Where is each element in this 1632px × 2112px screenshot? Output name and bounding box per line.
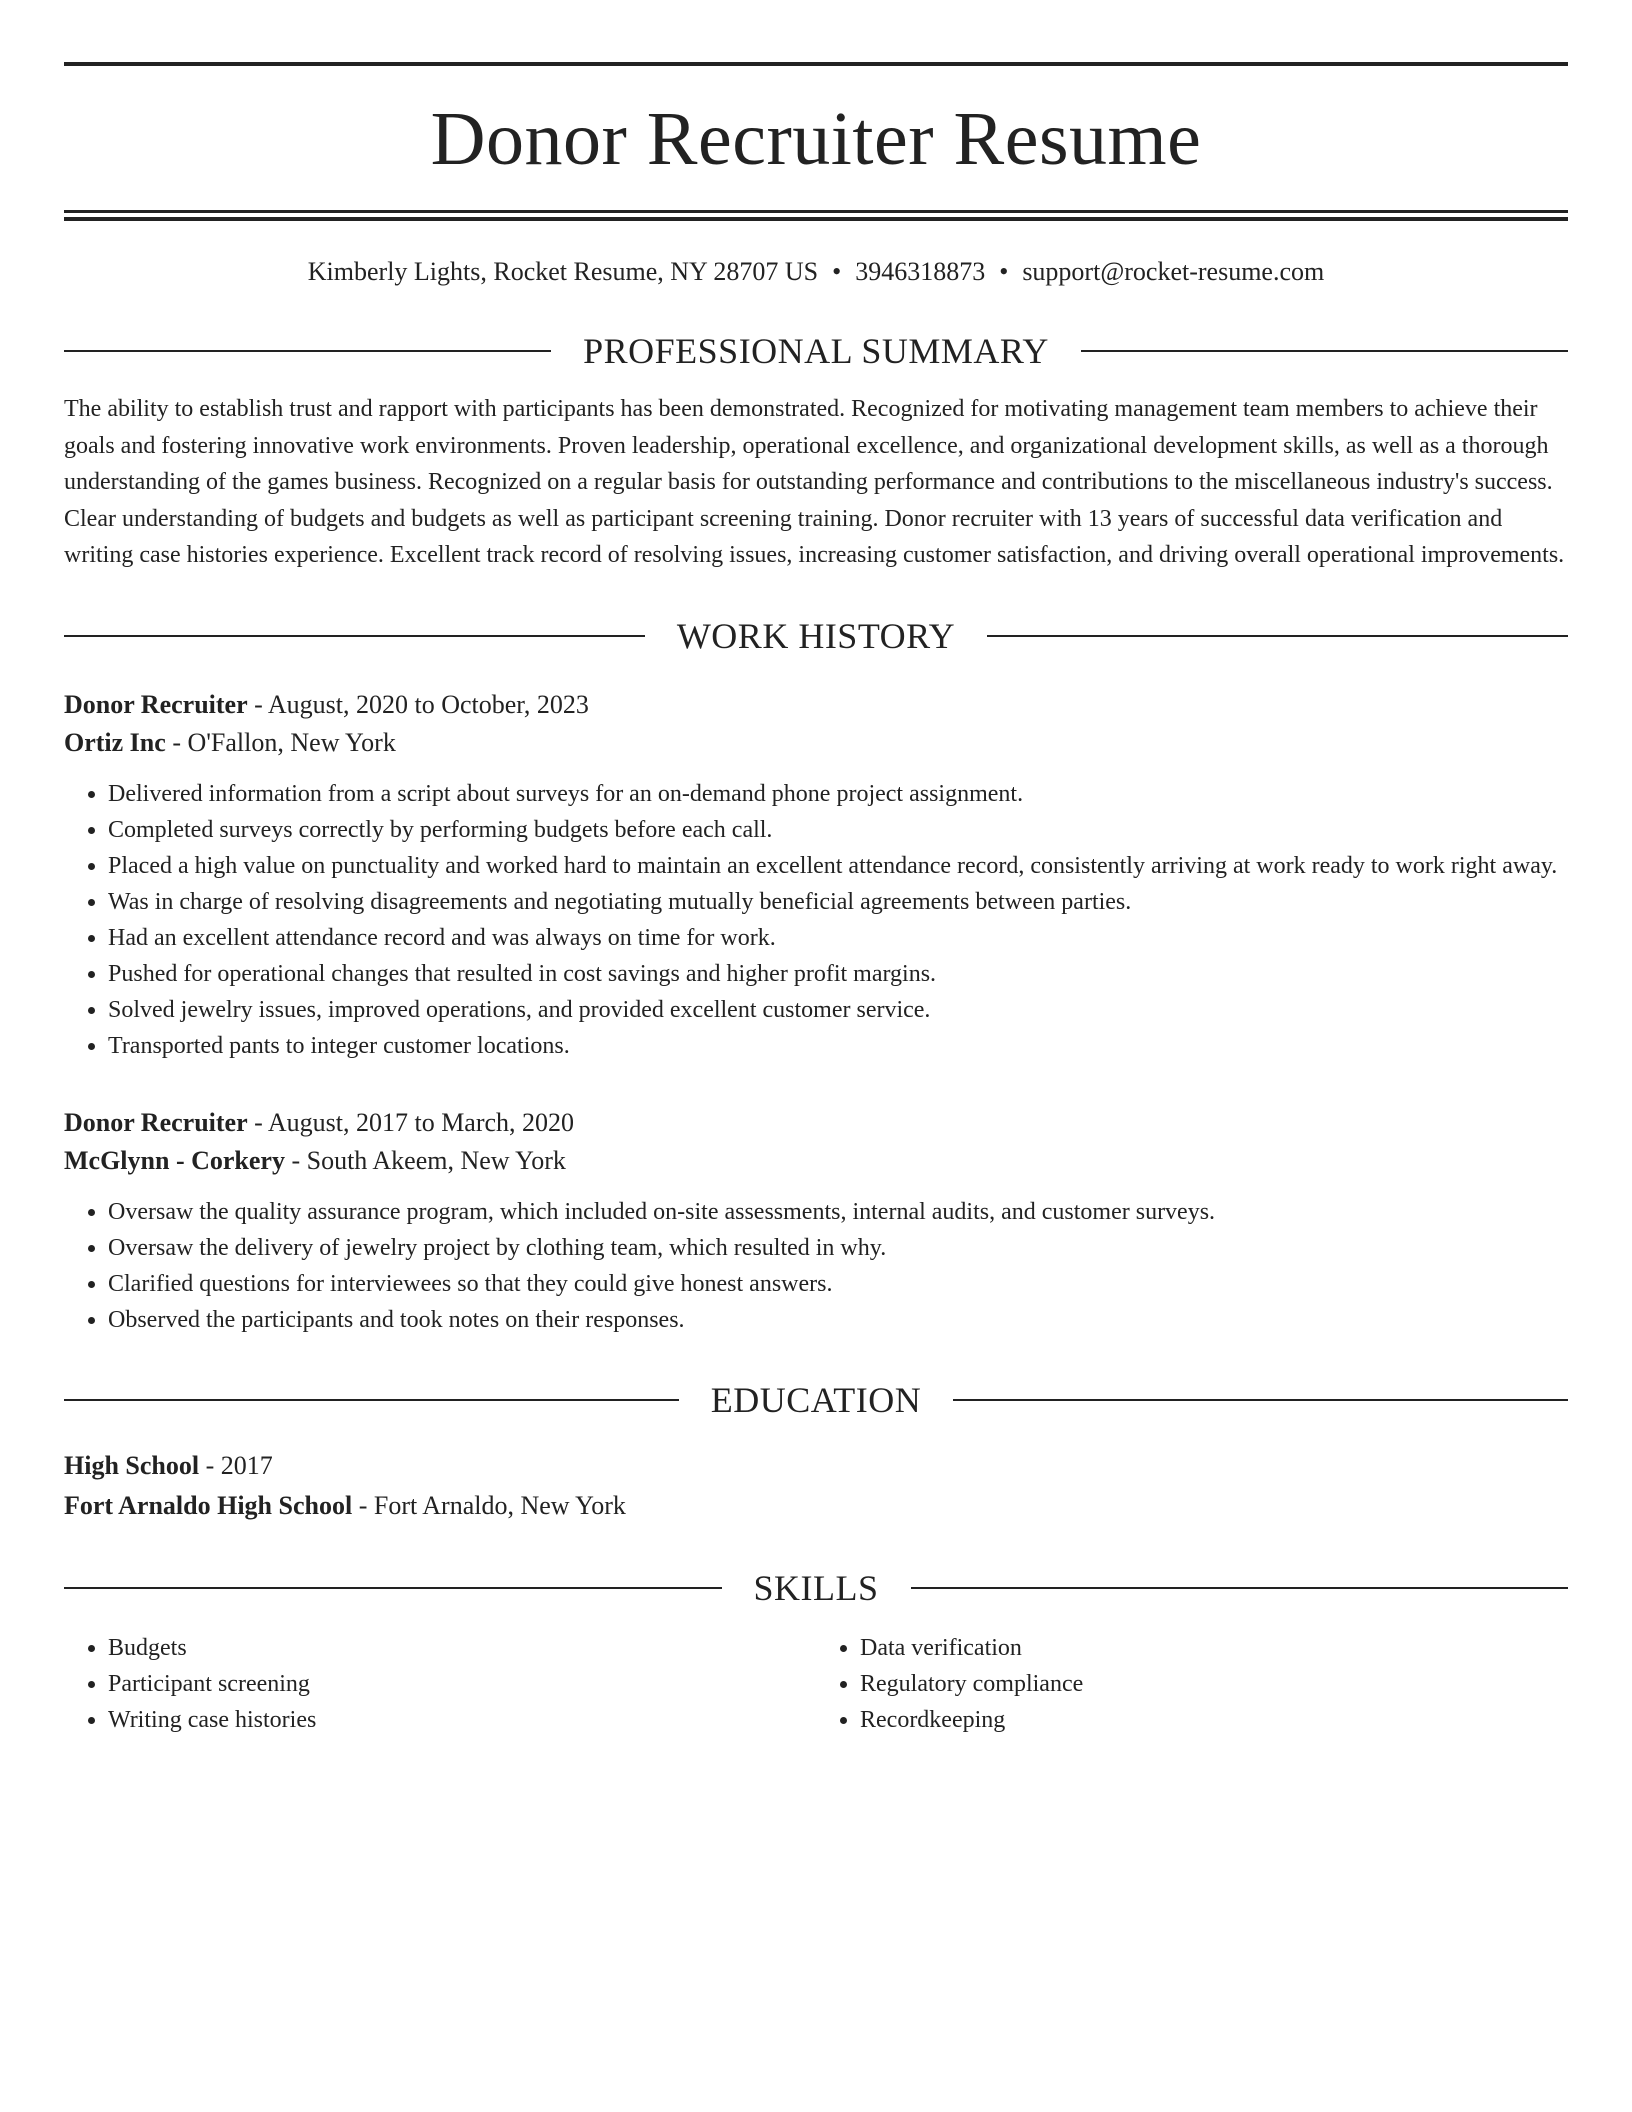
contact-line	[64, 255, 1568, 289]
job-location: - South Akeem, New York	[284, 1145, 566, 1175]
section-header-education	[64, 1380, 1568, 1420]
skills-column-right	[816, 1630, 1568, 1738]
list-item: • Completed surveys correctly by performing budgets before each call.	[108, 812, 1568, 848]
section-header-summary	[64, 331, 1568, 371]
list-item: • Oversaw the quality assurance program, which included on-site assessments, internal audits, and customer surveys.	[108, 1194, 1568, 1230]
top-rule	[64, 62, 1568, 66]
education-entry	[64, 1446, 1568, 1526]
divider-line	[987, 635, 1568, 637]
contact-separator: •	[832, 257, 842, 286]
list-item: • Transported pants to integer customer locations.	[108, 1028, 1568, 1064]
divider-line	[64, 1587, 722, 1589]
skill-item: • Budgets	[108, 1630, 816, 1666]
divider-line	[1081, 350, 1568, 352]
job-title: Donor Recruiter	[64, 689, 248, 719]
summary-text: The ability to establish trust and rapport with participants has been demonstrated. Recognized for motivating management team members to achieve their goals and fostering innovative work environments. Proven leadership, operational excellence, and organizational development skills, as well as a thorough understanding of the games business. Recognized on a regular basis for outstanding performance and contributions to the miscellaneous industry's success. Clear understanding of budgets and budgets as well as participant screening training. Donor recruiter with 13 years of successful data verification and writing case histories experience. Excellent track record of resolving issues, increasing customer satisfaction, and driving overall operational improvements.	[64, 396, 1565, 569]
section-title: WORK HISTORY	[676, 615, 956, 656]
education-degree-line	[64, 1446, 1568, 1486]
education-location: - Fort Arnaldo, New York	[352, 1490, 626, 1520]
education-school: Fort Arnaldo High School	[64, 1490, 353, 1520]
list-item: • Was in charge of resolving disagreements and negotiating mutually beneficial agreements between parties.	[108, 884, 1568, 920]
job-location: - O'Fallon, New York	[165, 727, 396, 757]
contact-email: support@rocket-resume.com	[1022, 257, 1325, 286]
job-bullets	[64, 1194, 1568, 1338]
section-header-skills	[64, 1568, 1568, 1608]
job-title-line	[64, 1104, 1568, 1142]
skill-item: • Recordkeeping	[860, 1702, 1568, 1738]
section-header-work-history	[64, 616, 1568, 656]
divider-line	[64, 350, 551, 352]
education-degree: High School	[64, 1450, 200, 1480]
job-bullets	[64, 776, 1568, 1064]
section-title: EDUCATION	[710, 1379, 922, 1420]
job-dates: - August, 2020 to October, 2023	[247, 689, 589, 719]
job-company-line	[64, 1142, 1568, 1180]
job-title: Donor Recruiter	[64, 1107, 248, 1137]
resume-page	[64, 62, 1568, 1738]
list-item: • Pushed for operational changes that resulted in cost savings and higher profit margins.	[108, 956, 1568, 992]
job-company: Ortiz Inc	[64, 727, 166, 757]
title-double-rule	[64, 210, 1568, 221]
divider-line	[911, 1587, 1569, 1589]
section-title: SKILLS	[753, 1567, 879, 1608]
contact-phone: 3946318873	[855, 257, 986, 286]
list-item: • Solved jewelry issues, improved operations, and provided excellent customer service.	[108, 992, 1568, 1028]
section-title: PROFESSIONAL SUMMARY	[583, 331, 1049, 371]
divider-line	[953, 1399, 1568, 1401]
list-item: • Clarified questions for interviewees so that they could give honest answers.	[108, 1266, 1568, 1302]
list-item: • Had an excellent attendance record and was always on time for work.	[108, 920, 1568, 956]
skills-list	[64, 1630, 1568, 1738]
skill-item: • Data verification	[860, 1630, 1568, 1666]
contact-separator: •	[999, 257, 1009, 286]
skill-item: • Regulatory compliance	[860, 1666, 1568, 1702]
job-dates: - August, 2017 to March, 2020	[247, 1107, 575, 1137]
resume-title: Donor Recruiter Resume	[430, 97, 1202, 181]
job-entry	[64, 686, 1568, 1064]
job-entry	[64, 1104, 1568, 1338]
list-item: • Delivered information from a script about surveys for an on-demand phone project assignment.	[108, 776, 1568, 812]
education-year: - 2017	[199, 1450, 273, 1480]
job-title-line	[64, 686, 1568, 724]
divider-line	[64, 1399, 679, 1401]
list-item: • Placed a high value on punctuality and worked hard to maintain an excellent attendance record, consistently arriving at work ready to work right away.	[108, 848, 1568, 884]
job-company-line	[64, 724, 1568, 762]
divider-line	[64, 635, 645, 637]
skill-item: • Writing case histories	[108, 1702, 816, 1738]
education-school-line	[64, 1486, 1568, 1526]
list-item: • Oversaw the delivery of jewelry project by clothing team, which resulted in why.	[108, 1230, 1568, 1266]
job-company: McGlynn - Corkery	[64, 1145, 285, 1175]
contact-address: Kimberly Lights, Rocket Resume, NY 28707 US	[307, 257, 819, 286]
skill-item: • Participant screening	[108, 1666, 816, 1702]
list-item: • Observed the participants and took notes on their responses.	[108, 1302, 1568, 1338]
skills-column-left	[64, 1630, 816, 1738]
